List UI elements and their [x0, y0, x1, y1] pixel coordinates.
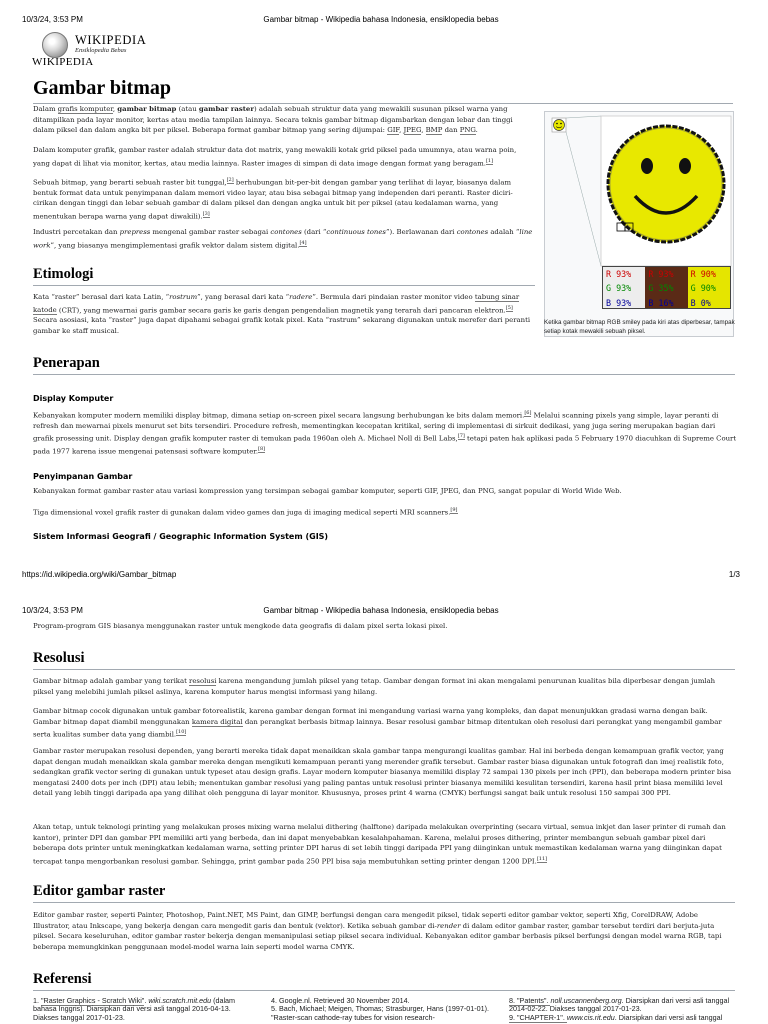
ref-4[interactable]: [4]: [299, 239, 307, 246]
logo-tagline: Ensiklopedia Bebas: [75, 47, 127, 54]
references-column-3: [509, 997, 743, 1022]
pixel-2-b: B 16%: [648, 297, 674, 308]
heading-editor-gambar-raster: Editor gambar raster: [33, 883, 735, 903]
pixel-1-r: R 93%: [606, 269, 632, 279]
logo-wordmark-secondary: WIKIPEDIA: [32, 56, 94, 68]
print-url: https://id.wikipedia.org/wiki/Gambar_bitmap: [22, 570, 177, 579]
gis-paragraph: Program-program GIS biasanya menggunakan raster untuk mengkode data geografis di dalam pixel serta lokasi pixel.: [33, 622, 448, 630]
wikipedia-globe-icon: [42, 32, 68, 58]
heading-etimologi: Etimologi: [33, 266, 535, 286]
link-tabung-sinar-katode[interactable]: tabung sinar katode: [33, 293, 520, 314]
ref-link-chapter-1[interactable]: 9. "CHAPTER-1".: [509, 1012, 567, 1022]
print-page-number: 1/3: [728, 570, 740, 579]
reference-8: 8. "Patents". noll.uscannenberg.org. Diarsipkan dari versi asli tanggal 2014-02-22. Diakses tanggal 2017-01-23.: [509, 997, 730, 1014]
wikipedia-logo[interactable]: [32, 30, 172, 70]
ref-11[interactable]: [11]: [536, 855, 548, 862]
reference-4: 4. Google.nl. Retrieved 30 November 2014.: [271, 997, 410, 1005]
intro-paragraph-2: Dalam komputer grafik, gambar raster adalah struktur data dot matrix, yang mewakili kotak grid piksel pada umumnya, atau warna poin, yang dapat di lihat via monitor, kertas, atau media lainnya. Raster images di simpan di data image dengan format yang beragam.[1]: [33, 146, 517, 167]
pixel-3-b: B 0%: [690, 297, 711, 308]
pixel-cell-2: [645, 267, 687, 308]
page-title: Gambar bitmap: [33, 77, 733, 104]
intro-paragraph-3: Sebuah bitmap, yang berarti sebuah raster bit tunggal,[2] berhubungan bit-per-bit dengan gambar yang terlihat di layar, biasanya dalam bentuk format data untuk penyimpanan dalam memori video layar, atau bisa sebagai bitmap yang independen dari peranti. Raster diciri-cirikan dengan tinggi dan lebar sebuah gambar di dalam piksel dan dengan angka untuk bit per piksel (atau kedalaman warna, yang menentukan berapa warna yang dapat diwakili).[3]: [33, 177, 513, 221]
ref-5[interactable]: [5]: [505, 304, 513, 311]
pixel-1-g: G 93%: [606, 283, 632, 294]
ref-2[interactable]: [2]: [226, 177, 234, 183]
pixel-2-r: R 93%: [648, 269, 674, 279]
print-doc-title: Gambar bitmap - Wikipedia bahasa Indonesia, ensiklopedia bebas: [263, 15, 499, 24]
heading-gis: Sistem Informasi Geografi / Geographic Information System (GIS): [33, 532, 329, 541]
link-grafis-komputer[interactable]: grafis komputer: [57, 105, 113, 113]
link-jpeg[interactable]: JPEG: [403, 126, 422, 135]
ref-1[interactable]: [1]: [485, 157, 494, 164]
heading-penerapan: Penerapan: [33, 355, 735, 375]
pixel-cell-3: [688, 267, 730, 308]
ref-6[interactable]: [6]: [524, 410, 532, 416]
ref-link-patents[interactable]: 8. "Patents".: [509, 997, 551, 1005]
penyimpanan-paragraph-1: Kebanyakan format gambar raster atau variasi kompression yang tersimpan sebagai gambar komputer, seperti GIF, JPEG, dan PNG, sangat popular di World Wide Web.: [33, 487, 622, 495]
logo-wordmark: WIKIPEDIA: [75, 33, 147, 47]
resolusi-paragraph-2: Gambar bitmap cocok digunakan untuk gambar fotorealistik, karena gambar dengan format ini mengandung variasi warna yang kompleks, dan dapat menunjukkan gradasi warna dengan baik. Gambar bitmap dapat diambil menggunakan kamera digital dan perangkat berbasis bitmap lainnya. Besar resolusi gambar bitmap ditentukan oleh resolusi dari perangkat yang mengambil gambar serta kualitas sumber data yang diambil.[10]: [33, 707, 722, 739]
reference-9: 9. "CHAPTER-1". www.cis.rit.edu. Diarsipkan dari versi asli tanggal: [509, 1012, 723, 1022]
editor-paragraph: Editor gambar raster, seperti Painter, Photoshop, Paint.NET, MS Paint, dan GIMP, berfungsi dengan cara mengedit piksel, tidak seperti editor gambar vektor, seperti Xfig, CorelDRAW, Adobe Illustrator, atau Inkscape, yang bekerja dengan cara mengedit garis dan bentuk (vektor). Ketika sebuah gambar di-render di dalam editor gambar raster, gambar tersebut terdiri dari berjuta-juta piksel. Secara keseluruhan, editor gambar raster bekerja dengan memanipulasi setiap piksel secara individual. Kebanyakan editor gambar berbasis piksel berfungsi dengan model warna RGB, tapi beberapa memungkinkan penggunaan model-model warna lain seperti model warna CMYK.: [33, 911, 722, 951]
link-png[interactable]: PNG: [459, 126, 476, 135]
resolusi-paragraph-4: Akan tetap, untuk teknologi printing yang melakukan proses mixing warna melalui dithering (halftone) daripada melakukan overprinting (secara virtual, semua inkjet dan laser printer di rumah dan kantor), printer DPI dan gambar PPI memiliki arti yang berbeda, dan ini dapat menyebabkan kesalahpahaman. Karena, melalui proses dithering, printer membangun sebuah gambar pixel dari beberapa dots printer untuk meningkatkan kedalaman warna, setting printer DPI harus di set lebih tinggi daripada PPI yang diinginkan untuk memastikan kedalaman warna yang diinginkan dapat tercapat tanpa mengorbankan resolusi gambar. Sehingga, print gambar pada 250 PPI bisa saja membutuhkan setting printer dengan 1200 DPI.[11]: [33, 823, 726, 866]
figure-caption: Ketika gambar bitmap RGB smiley pada kiri atas diperbesar, tampak setiap kotak mewakili sebuah piksel.: [544, 319, 735, 335]
print-datetime-page-2: 10/3/24, 3:53 PM: [22, 606, 83, 615]
heading-resolusi: Resolusi: [33, 650, 735, 670]
etimologi-paragraph: Kata “raster” berasal dari kata Latin, “rostrum”, yang berasal dari kata “radere”. Bermula dari pindaian raster monitor video tabung sinar katode (CRT), yang mewarnai garis gambar secara garis ke garis dengan pengendalian magnetik yang terarah dari pancaran elektron.[5] Secara asosiasi, kata “raster” juga dapat dipahami sebagai grafik kotak pixel. Kata “rastrum” sekarang digunakan untuk merefer dari peranti gambar ke staff musical.: [33, 293, 531, 336]
resolusi-paragraph-1: Gambar bitmap adalah gambar yang terikat resolusi karena mengandung jumlah piksel yang tetap. Gambar dengan format ini akan mengalami penurunan kualitas bila diperbesar dengan jumlah piksel yang melebihi jumlah piksel aslinya, karena komputer harus mengisi informasi yang hilang.: [33, 677, 716, 696]
print-doc-title-page-2: Gambar bitmap - Wikipedia bahasa Indonesia, ensiklopedia bebas: [263, 606, 499, 615]
references-column-1: 1. "Raster Graphics - Scratch Wiki". wiki.scratch.mit.edu (dalam bahasa Inggris). Diarsipkan dari versi asli tanggal 2016-04-13. Diakses tanggal 2017-01-23.: [33, 997, 236, 1022]
ref-7[interactable]: [7]: [457, 433, 465, 440]
penyimpanan-paragraph-2: Tiga dimensional voxel grafik raster di gunakan dalam video games dan juga di imaging medical seperti MRI scanners.[9]: [33, 507, 458, 517]
heading-penyimpanan-gambar: Penyimpanan Gambar: [33, 472, 133, 481]
resolusi-paragraph-3: Gambar raster merupakan resolusi dependen, yang berarti mereka tidak dapat menaikkan skala gambar tanpa mengurangi kualitas gambar. Hal ini berbeda dengan kemampuan grafik vector, yang dapat dengan mudah menaikkan skala gambar mereka dengan mengikuti kemampuan peranti yang merender grafik tersebut. Gambar raster biasa digunakan untuk fotografi dan imej realistik foto, sedangkan grafik vector sering di gunakan untuk typeset atau design grafis. Layar modern komputer biasanya memiliki display 72 sampai 130 pixels per inch (PPI), dan beberapa modern printer bisa mengatasi 2400 dots per inch (DPI) atau lebih; menentukan gambar resolusi yang paling pantas untuk resolusi printer biasanya memiliki kesulitan tersendiri, karena hasil print biasa memiliki level detail yang lebih tinggi daripada apa yang dilihat oleh pengguna di layar monitor. Khususnya, proses print 4 warna (CMYK) berfungsi sangat baik untuk resolusi 150 sampai 300 PPI.: [33, 747, 732, 798]
references-column-2: [271, 997, 499, 1022]
pixel-cell-1: [603, 267, 645, 308]
ref-9[interactable]: [9]: [450, 507, 458, 513]
pixel-3-r: R 90%: [690, 269, 716, 279]
reference-5: 5. Bach, Michael; Meigen, Thomas; Strasburger, Hans (1997-01-01). "Raster-scan cathode-ray tubes for vision research-: [271, 1004, 489, 1022]
pixel-1-b: B 93%: [606, 297, 632, 308]
link-gif[interactable]: GIF: [387, 126, 400, 135]
link-bmp[interactable]: BMP: [425, 126, 443, 135]
ref-10[interactable]: [10]: [176, 729, 187, 736]
pixel-2-g: G 35%: [648, 283, 674, 294]
heading-display-komputer: Display Komputer: [33, 394, 114, 403]
smiley-figure[interactable]: [544, 111, 734, 337]
pixel-3-g: G 90%: [690, 283, 716, 294]
heading-referensi: Referensi: [33, 971, 735, 991]
print-datetime: 10/3/24, 3:53 PM: [22, 15, 83, 24]
ref-link-scratch-wiki[interactable]: "Raster Graphics - Scratch Wiki": [41, 997, 145, 1005]
display-komputer-paragraph: Kebanyakan komputer modern memiliki display bitmap, dimana setiap on-screen pixel secara langsung berhubungan ke bits dalam memori.[6] Melalui scanning pixels yang simple, layar peranti di refresh dan mewarnai pixels menurut set bits tersendiri. Procedure refresh, mementingkan kecepatan kritikal, sering di implementasi di sirkuit dedikasi, yang juga sering merupakan bagian dari grafik prosessing unit. Display dengan grafik komputer raster di temukan pada 1960an oleh A. Michael Noll di Bell Labs,[7] tetapi paten hak aplikasi pada 5 February 1970 diacuhkan di Supreme Court pada 1977 karena issue mengenai patensasi software komputer.[8]: [33, 410, 737, 456]
intro-paragraph-4: Industri percetakan dan prepress mengenal gambar raster sebagai contones (dari “continuous tones”). Berlawanan dari contones adalah “line work”, yang biasanya mengimplementasi grafik vektor dalam sistem digital.[4]: [33, 228, 533, 249]
ref-3[interactable]: [3]: [202, 211, 210, 218]
link-kamera-digital[interactable]: kamera digital: [191, 717, 243, 726]
pixel-values-table: [602, 266, 731, 309]
references-list: [33, 997, 743, 1024]
link-resolusi[interactable]: resolusi: [189, 677, 217, 685]
intro-paragraph-1: Dalam grafis komputer, gambar bitmap (atau gambar raster) adalah sebuah struktur data yang mewakili susunan piksel warna yang ditampilkan pada layar monitor, kertas atau media tampilan lainnya. Secara teknis gambar bitmap digambarkan dengan lebar dan tinggi dalam piksel dan dalam angka bit per piksel. Beberapa format gambar bitmap yang sering dijumpai: GIF, JPEG, BMP dan PNG.: [33, 105, 513, 135]
ref-8[interactable]: [8]: [258, 446, 266, 453]
